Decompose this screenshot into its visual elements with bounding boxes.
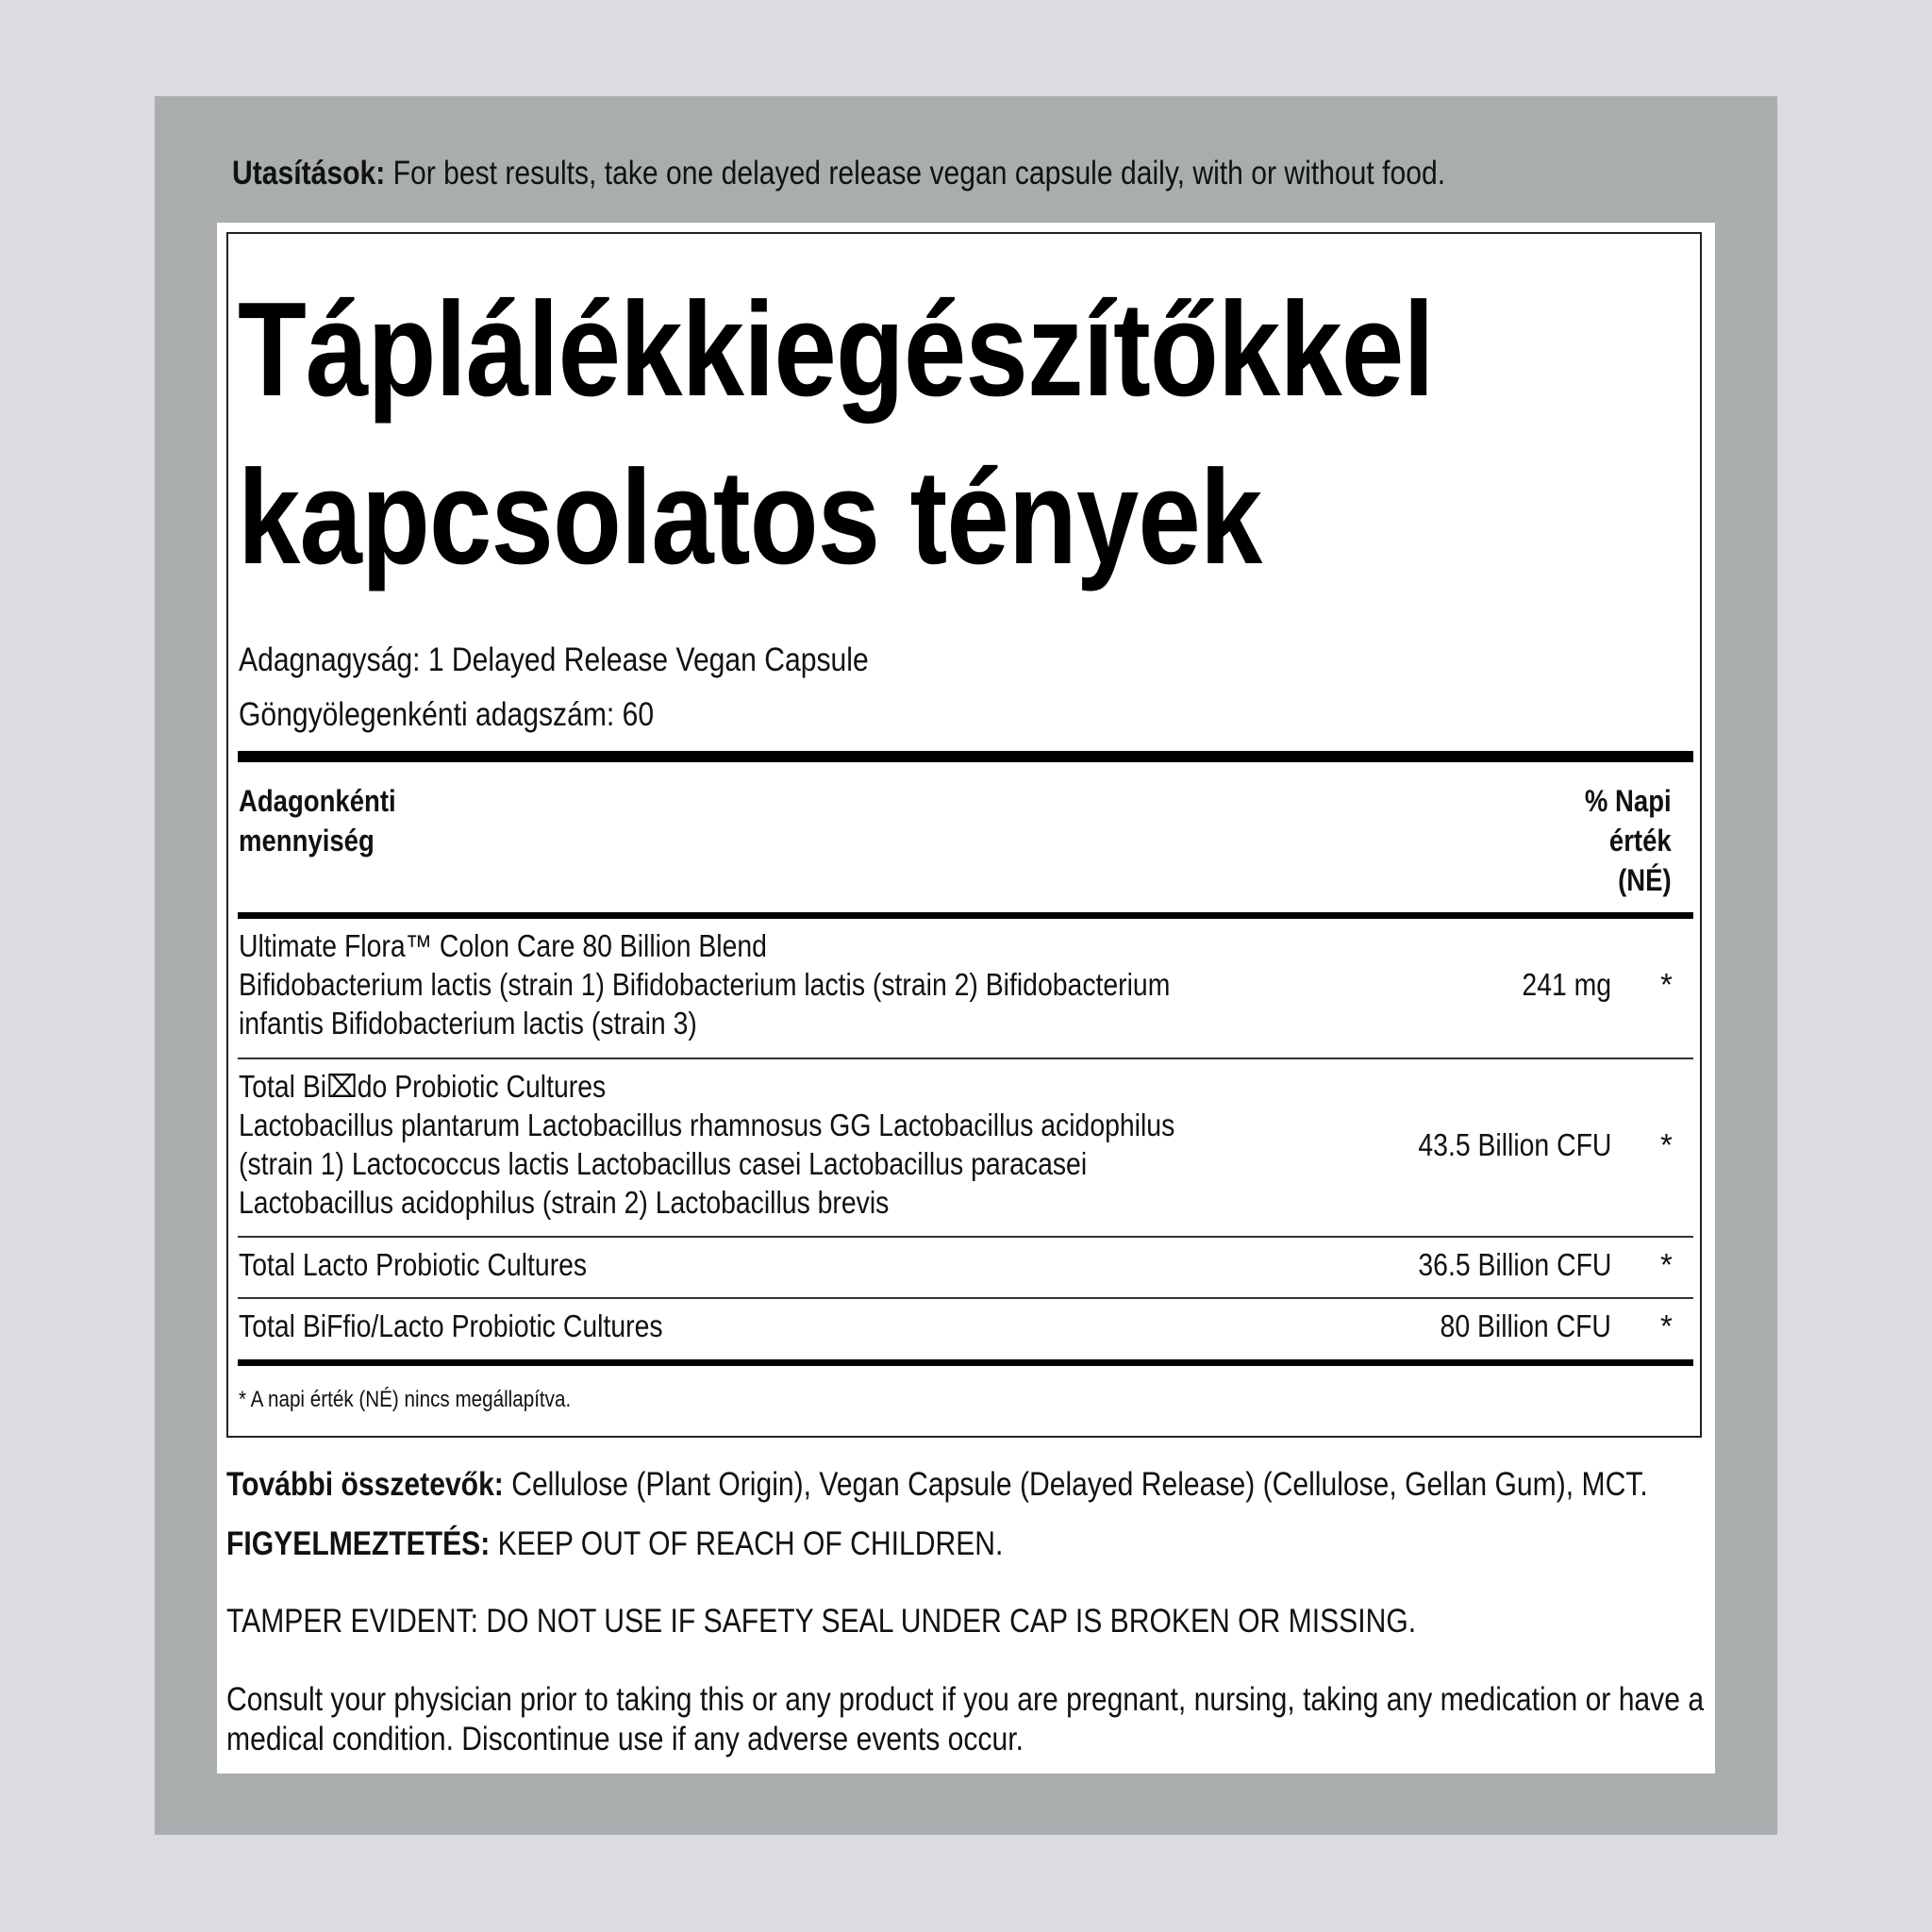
divider-row-2 xyxy=(238,1236,1693,1238)
other-ingredients xyxy=(226,1465,1648,1505)
table-row-1-description xyxy=(239,926,1170,1042)
row-1-line-3: infantis Bifidobacterium lactis (strain 3) xyxy=(239,1006,697,1041)
row-4-daily-value: * xyxy=(1660,1308,1673,1343)
tamper-evident-notice: TAMPER EVIDENT: DO NOT USE IF SAFETY SEAL UNDER CAP IS BROKEN OR MISSING. xyxy=(226,1603,1417,1640)
consult-line-2: medical condition. Discontinue use if any adverse events occur. xyxy=(226,1721,1024,1757)
row-3-line-1: Total Lacto Probiotic Cultures xyxy=(239,1247,588,1282)
header-daily-value xyxy=(1585,781,1672,900)
divider-row-3 xyxy=(238,1297,1693,1299)
row-3-daily-value: * xyxy=(1660,1247,1673,1282)
header-right-line-2: érték xyxy=(1609,824,1672,858)
header-left-line-2: mennyiség xyxy=(239,824,375,858)
divider-header xyxy=(238,912,1693,919)
table-row-3-description xyxy=(239,1245,587,1284)
header-right-line-3: (NÉ) xyxy=(1618,863,1672,897)
consult-physician-notice xyxy=(226,1680,1704,1759)
row-4-amount: 80 Billion CFU xyxy=(1440,1308,1611,1343)
row-2-line-2: Lactobacillus plantarum Lactobacillus rhamnosus GG Lactobacillus acidophilus xyxy=(239,1108,1175,1142)
row-2-line-4: Lactobacillus acidophilus (strain 2) Lactobacillus brevis xyxy=(239,1185,890,1220)
other-ingredients-label: További összetevők: xyxy=(226,1466,504,1503)
consult-line-1: Consult your physician prior to taking this or any product if you are pregnant, nursing, taking any medication or have a xyxy=(226,1681,1705,1718)
divider-bottom xyxy=(238,1359,1693,1366)
row-2-amount: 43.5 Billion CFU xyxy=(1417,1127,1611,1162)
table-row-4-description xyxy=(239,1307,663,1345)
warning-text: KEEP OUT OF REACH OF CHILDREN. xyxy=(490,1525,1004,1562)
row-1-line-2: Bifidobacterium lactis (strain 1) Bifidobacterium lactis (strain 2) Bifidobacterium xyxy=(239,967,1171,1002)
row-4-line-1: Total BiFfio/Lacto Probiotic Cultures xyxy=(239,1308,663,1343)
header-amount-per-serving xyxy=(239,781,396,860)
other-ingredients-text: Cellulose (Plant Origin), Vegan Capsule (Delayed Release) (Cellulose, Gellan Gum), MCT. xyxy=(503,1466,1648,1503)
row-2-line-3: (strain 1) Lactococcus lactis Lactobacillus casei Lactobacillus paracasei xyxy=(239,1146,1088,1181)
warning xyxy=(226,1524,1003,1564)
servings-per-container: Göngyölegenkénti adagszám: 60 xyxy=(239,696,655,733)
serving-size: Adagnagyság: 1 Delayed Release Vegan Capsule xyxy=(239,641,869,678)
header-left-line-1: Adagonkénti xyxy=(239,784,396,818)
directions xyxy=(232,151,1445,196)
divider-row-1 xyxy=(238,1058,1693,1059)
facts-title xyxy=(238,266,1434,602)
daily-value-footnote: * A napi érték (NÉ) nincs megállapítva. xyxy=(239,1387,572,1412)
table-row-2-description xyxy=(239,1067,1174,1222)
row-1-line-1: Ultimate Flora™ Colon Care 80 Billion Blend xyxy=(239,928,767,963)
facts-title-line-1: Táplálékkiegészítőkkel xyxy=(238,275,1434,425)
directions-text: For best results, take one delayed release vegan capsule daily, with or without food. xyxy=(385,155,1446,192)
row-1-amount: 241 mg xyxy=(1522,967,1611,1002)
row-2-line-1: Total Bi⌧do Probiotic Cultures xyxy=(239,1069,607,1104)
row-1-daily-value: * xyxy=(1660,967,1673,1002)
facts-title-line-2: kapcsolatos tények xyxy=(238,442,1262,592)
row-3-amount: 36.5 Billion CFU xyxy=(1417,1247,1611,1282)
warning-label: FIGYELMEZTETÉS: xyxy=(226,1525,491,1562)
directions-label: Utasítások: xyxy=(232,155,386,192)
divider-thick-top xyxy=(238,751,1693,762)
row-2-daily-value: * xyxy=(1660,1127,1673,1162)
header-right-line-1: % Napi xyxy=(1585,784,1672,818)
